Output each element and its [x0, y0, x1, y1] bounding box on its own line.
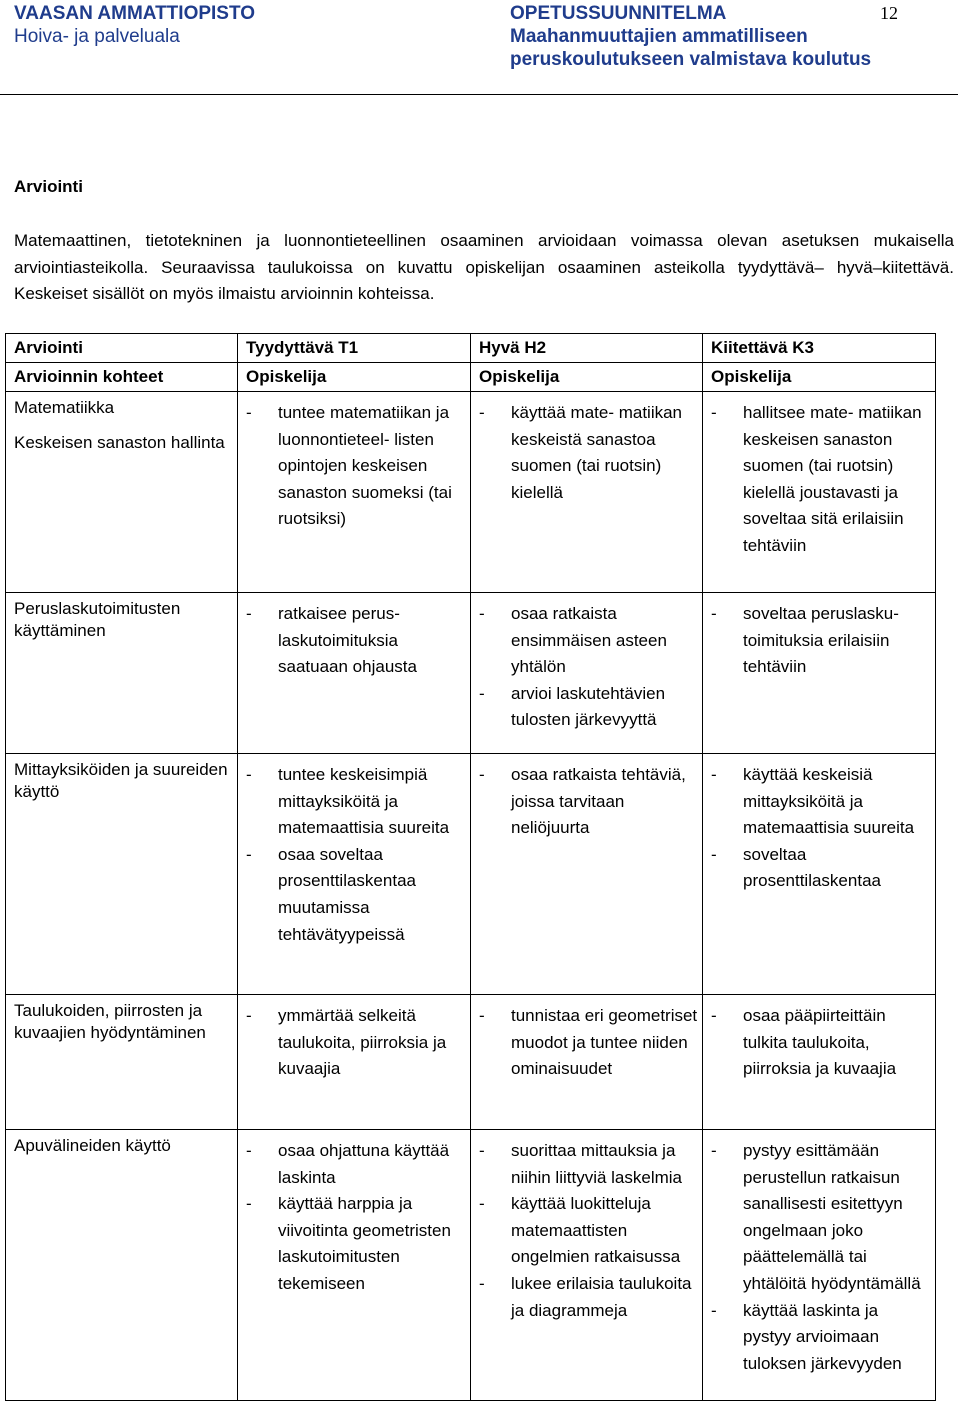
grade-cell-h2	[471, 1130, 703, 1401]
criterion-title: Matematiikka	[14, 398, 115, 417]
grade-bullets	[703, 593, 935, 681]
header-left	[14, 2, 255, 48]
criterion-cell	[6, 754, 238, 995]
grade-cell-t1	[238, 754, 471, 995]
criterion-subtitle: Keskeisen sanaston hallinta	[14, 433, 225, 452]
grade-cell-k3	[703, 1130, 936, 1401]
list-item	[471, 400, 702, 506]
criterion-cell	[6, 593, 238, 754]
subheader-cell: Opiskelija	[703, 363, 936, 392]
grade-bullets	[238, 995, 470, 1083]
grade-cell-k3	[703, 754, 936, 995]
grade-bullets	[703, 754, 935, 895]
item-text: soveltaa peruslasku- toimituksia erilaisiin tehtäviin	[743, 604, 899, 677]
list-item	[238, 842, 470, 948]
item-text: ymmärtää selkeitä taulukoita, piirroksia ja kuvaajia	[278, 1006, 447, 1079]
list-item	[703, 1298, 935, 1378]
criterion-title: Mittayksiköiden ja suureiden käyttö	[14, 760, 228, 801]
program-line-1: Maahanmuuttajien ammatilliseen	[510, 26, 808, 47]
item-text: hallitsee mate- matiikan keskeisen sanaston suomen (tai ruotsin) kielellä joustavasti ja soveltaa sitä erilaisiin tehtäviin	[743, 403, 922, 555]
item-text: tuntee keskeisimpiä mittayksiköitä ja matemaattisia suureita	[278, 765, 450, 838]
item-text: osaa ratkaista ensimmäisen asteen yhtälön	[511, 604, 667, 677]
table-row	[6, 392, 936, 593]
item-text: osaa pääpiirteittäin tulkita taulukoita, piirroksia ja kuvaajia	[743, 1006, 897, 1079]
grade-bullets	[471, 1130, 702, 1324]
list-item	[238, 601, 470, 681]
list-item	[471, 1138, 702, 1191]
item-text: käyttää luokitteluja matemaattisten ongelmien ratkaisussa	[511, 1194, 681, 1267]
list-item	[238, 762, 470, 842]
dash-marker: -	[246, 1141, 252, 1160]
header-row	[6, 334, 936, 363]
dash-marker: -	[246, 844, 252, 864]
dash-marker: -	[711, 1006, 717, 1025]
dash-marker: -	[479, 683, 485, 703]
list-item	[238, 1138, 470, 1191]
criterion-cell	[6, 392, 238, 593]
section-heading: Arviointi	[14, 177, 83, 196]
table-row	[6, 1130, 936, 1401]
item-text: pystyy esittämään perustellun ratkaisun sanallisesti esitettyyn ongelmaan joko päättelemällä tai yhtälöitä hyödyntämällä	[743, 1141, 921, 1293]
grade-bullets	[471, 995, 702, 1083]
item-text: osaa soveltaa prosenttilaskentaa muutamissa tehtävätyypeissä	[278, 844, 416, 944]
table-row	[6, 754, 936, 995]
grade-cell-t1	[238, 593, 471, 754]
list-item	[703, 842, 935, 895]
header-cell: Kiitettävä K3	[703, 334, 936, 363]
list-item	[471, 1003, 702, 1083]
grade-bullets	[471, 754, 702, 842]
list-item	[703, 601, 935, 681]
dash-marker: -	[479, 1273, 485, 1293]
dash-marker: -	[711, 403, 717, 422]
list-item	[471, 681, 702, 734]
subheader-cell: Opiskelija	[471, 363, 703, 392]
grade-cell-h2	[471, 392, 703, 593]
criterion-text	[6, 392, 237, 454]
page-number: 12	[880, 3, 898, 23]
header-cell: Arviointi	[6, 334, 238, 363]
intro-paragraph: Matemaattinen, tietotekninen ja luonnontieteellinen osaaminen arvioidaan voimassa olevan asetuksen mukaisella arviointiasteikolla. Seuraavissa taulukoissa on kuvattu opiskelijan osaaminen asteikolla tyydyttävä– hyvä–kiitettävä. Keskeiset sisällöt on myös ilmaistu arvioinnin kohteissa.	[14, 231, 954, 303]
dash-marker: -	[246, 1006, 252, 1025]
criterion-title: Peruslaskutoimitusten käyttäminen	[14, 599, 181, 640]
dash-marker: -	[711, 844, 717, 864]
header-cell: Tyydyttävä T1	[238, 334, 471, 363]
page-header	[0, 0, 960, 96]
list-item	[471, 1191, 702, 1271]
grade-bullets	[471, 392, 702, 506]
grade-cell-h2	[471, 593, 703, 754]
grade-bullets	[703, 995, 935, 1083]
criterion-text	[6, 1130, 237, 1157]
grade-cell-k3	[703, 392, 936, 593]
doc-type: OPETUSSUUNNITELMA	[510, 3, 727, 24]
item-text: lukee erilaisia taulukoita ja diagrammeja	[511, 1273, 692, 1320]
list-item	[703, 762, 935, 842]
criterion-text	[6, 593, 237, 642]
org-name: VAASAN AMMATTIOPISTO	[14, 3, 256, 24]
list-item	[703, 400, 935, 560]
subheader-row	[6, 363, 936, 392]
dash-marker: -	[479, 1141, 485, 1160]
grade-cell-k3	[703, 995, 936, 1130]
table-head	[6, 334, 936, 392]
table-body	[6, 392, 936, 1401]
item-text: soveltaa prosenttilaskentaa	[743, 844, 881, 891]
list-item	[238, 400, 470, 533]
dash-marker: -	[711, 1300, 717, 1320]
program-line-2: peruskoulutukseen valmistava koulutus	[510, 49, 872, 70]
grade-bullets	[703, 1130, 935, 1377]
dash-marker: -	[479, 765, 485, 784]
item-text: ratkaisee perus- laskutoimituksia saatuaan ohjausta	[278, 604, 417, 677]
dash-marker: -	[711, 1141, 717, 1160]
dash-marker: -	[711, 765, 717, 784]
header-divider	[0, 94, 958, 95]
dash-marker: -	[479, 1006, 485, 1025]
subheader-cell: Arvioinnin kohteet	[6, 363, 238, 392]
grade-bullets	[238, 754, 470, 948]
table-row	[6, 995, 936, 1130]
criterion-text	[6, 995, 237, 1044]
grade-cell-h2	[471, 995, 703, 1130]
dash-marker: -	[479, 403, 485, 422]
criterion-title: Apuvälineiden käyttö	[14, 1136, 171, 1155]
assessment-table	[5, 333, 936, 1401]
header-center	[510, 2, 871, 71]
grade-cell-t1	[238, 392, 471, 593]
item-text: arvioi laskutehtävien tulosten järkevyyttä	[511, 683, 666, 730]
grade-cell-t1	[238, 1130, 471, 1401]
list-item	[471, 601, 702, 681]
grade-bullets	[238, 1130, 470, 1298]
grade-cell-h2	[471, 754, 703, 995]
item-text: käyttää keskeisiä mittayksiköitä ja matemaattisia suureita	[743, 765, 915, 838]
item-text: käyttää laskinta ja pystyy arvioimaan tuloksen järkevyyden	[743, 1300, 902, 1373]
list-item	[703, 1003, 935, 1083]
dash-marker: -	[246, 1194, 252, 1214]
criterion-cell	[6, 995, 238, 1130]
dash-marker: -	[246, 403, 252, 422]
item-text: käyttää mate- matiikan keskeistä sanastoa suomen (tai ruotsin) kielellä	[511, 403, 683, 502]
list-item	[471, 762, 702, 842]
dash-marker: -	[246, 765, 252, 784]
item-text: käyttää harppia ja viivoitinta geometristen laskutoimitusten tekemiseen	[278, 1194, 451, 1293]
grade-bullets	[703, 392, 935, 560]
grade-bullets	[238, 593, 470, 681]
grade-cell-k3	[703, 593, 936, 754]
dash-marker: -	[479, 604, 485, 623]
item-text: tunnistaa eri geometriset muodot ja tuntee niiden ominaisuudet	[511, 1006, 698, 1079]
list-item	[238, 1191, 470, 1297]
dash-marker: -	[711, 604, 717, 623]
list-item	[238, 1003, 470, 1083]
grade-bullets	[471, 593, 702, 734]
item-text: osaa ratkaista tehtäviä, joissa tarvitaan neliöjuurta	[511, 765, 686, 838]
list-item	[703, 1138, 935, 1298]
dash-marker: -	[479, 1194, 485, 1214]
criterion-title: Taulukoiden, piirrosten ja kuvaajien hyödyntäminen	[14, 1001, 206, 1042]
grade-bullets	[238, 392, 470, 533]
item-text: suorittaa mittauksia ja niihin liittyviä laskelmia	[511, 1141, 683, 1187]
item-text: osaa ohjattuna käyttää laskinta	[278, 1141, 450, 1187]
dash-marker: -	[246, 604, 252, 623]
item-text: tuntee matematiikan ja luonnontieteel- listen opintojen keskeisen sanaston suomeksi (tai ruotsiksi)	[278, 403, 452, 529]
criterion-text	[6, 754, 237, 803]
grade-cell-t1	[238, 995, 471, 1130]
subheader-cell: Opiskelija	[238, 363, 471, 392]
unit-name: Hoiva- ja palveluala	[14, 26, 180, 47]
header-cell: Hyvä H2	[471, 334, 703, 363]
criterion-cell	[6, 1130, 238, 1401]
table-row	[6, 593, 936, 754]
list-item	[471, 1271, 702, 1324]
